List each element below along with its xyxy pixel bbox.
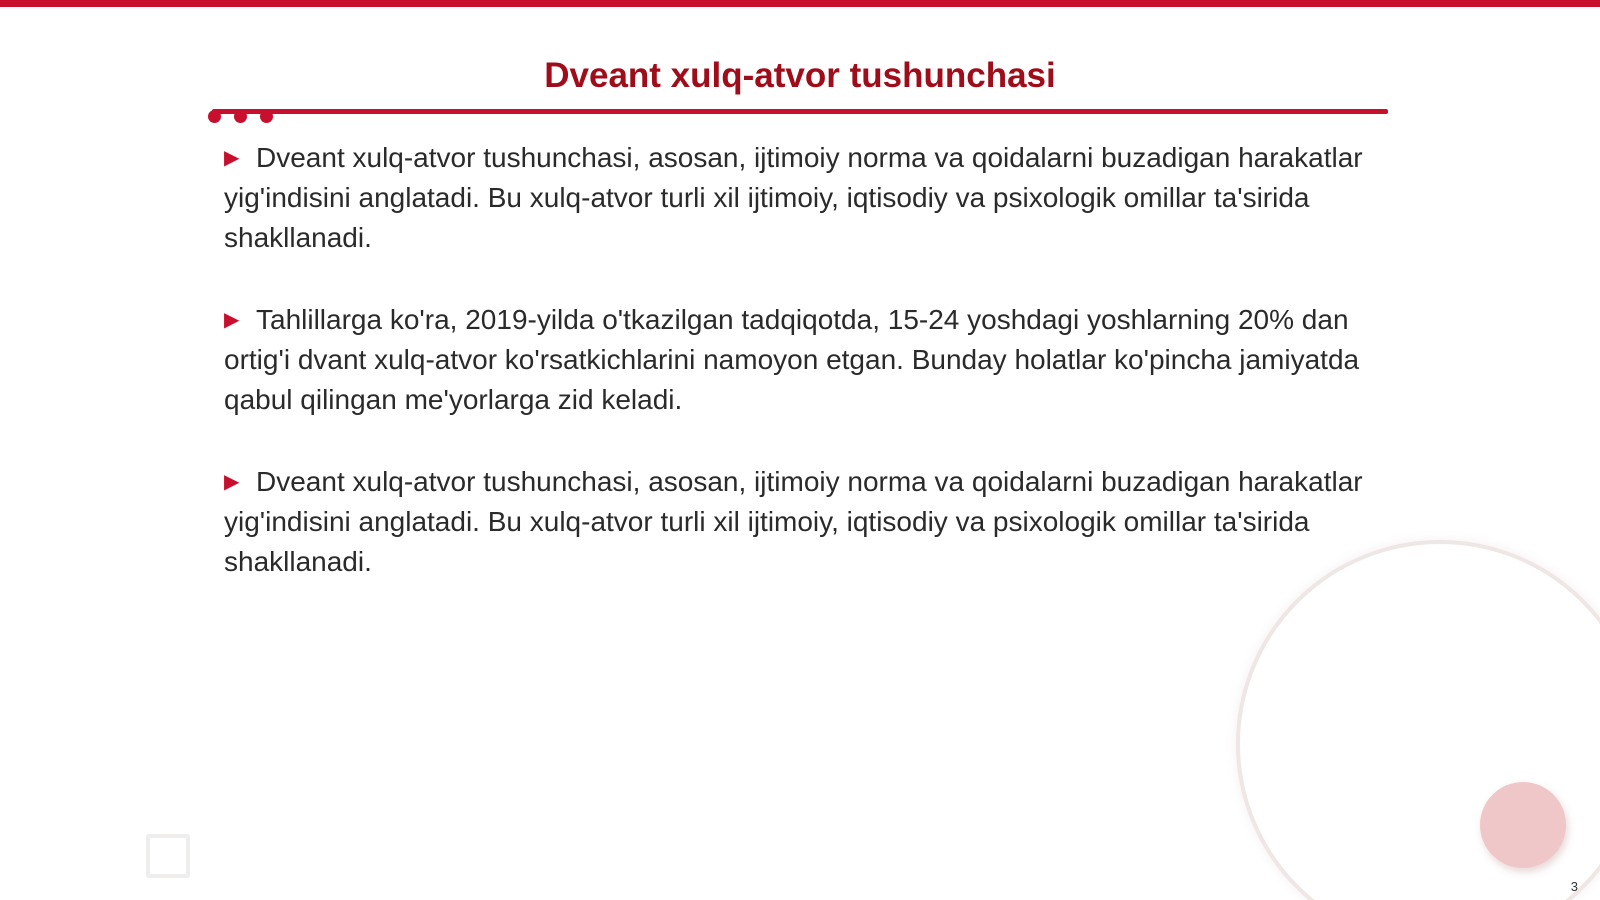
slide-title: Dveant xulq-atvor tushunchasi bbox=[544, 56, 1056, 95]
page-number: 3 bbox=[1570, 879, 1578, 894]
bullet-list bbox=[224, 138, 1374, 624]
title-underline bbox=[212, 109, 1388, 114]
bullet-item bbox=[224, 138, 1374, 258]
decorative-dot bbox=[260, 110, 273, 123]
decorative-dot bbox=[234, 110, 247, 123]
bullet-arrow-icon: ▶ bbox=[224, 147, 240, 169]
bullet-text: Dveant xulq-atvor tushunchasi, asosan, ijtimoiy norma va qoidalarni buzadigan harakatlar yig'indisini anglatadi. Bu xulq-atvor turli xil ijtimoiy, iqtisodiy va psixologik omillar ta'sirida shakllanadi. bbox=[224, 142, 1363, 253]
bullet-item bbox=[224, 462, 1374, 582]
top-accent-bar bbox=[0, 0, 1600, 7]
decorative-dot bbox=[208, 110, 221, 123]
decorative-square bbox=[146, 834, 190, 878]
decorative-circle bbox=[1480, 782, 1566, 868]
bullet-arrow-icon: ▶ bbox=[224, 309, 240, 331]
bullet-text: Dveant xulq-atvor tushunchasi, asosan, ijtimoiy norma va qoidalarni buzadigan harakatlar yig'indisini anglatadi. Bu xulq-atvor turli xil ijtimoiy, iqtisodiy va psixologik omillar ta'sirida shakllanadi. bbox=[224, 466, 1363, 577]
bullet-arrow-icon: ▶ bbox=[224, 471, 240, 493]
bullet-text: Tahlillarga ko'ra, 2019-yilda o'tkazilgan tadqiqotda, 15-24 yoshdagi yoshlarning 20% dan ortig'i dvant xulq-atvor ko'rsatkichlarini namoyon etgan. Bunday holatlar ko'pincha jamiyatda qabul qilingan me'yorlarga zid keladi. bbox=[224, 304, 1360, 415]
bullet-item bbox=[224, 300, 1374, 420]
